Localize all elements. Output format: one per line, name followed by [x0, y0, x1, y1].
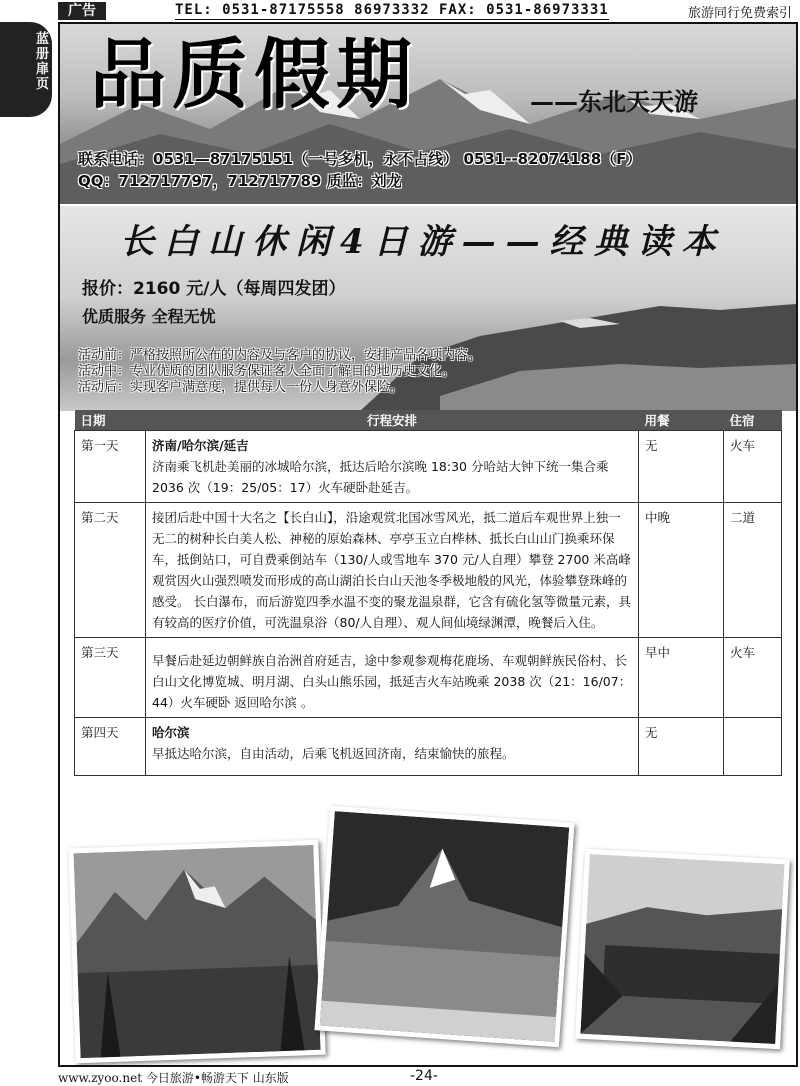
plan-desc: 早抵达哈尔滨，自由活动，后乘飞机返回济南，结束愉快的旅程。 — [152, 746, 515, 761]
top-bar — [0, 0, 800, 22]
table-row — [75, 638, 782, 718]
plan-desc: 早餐后赴延边朝鲜族自治洲首府延吉，途中参观参观梅花鹿场、车观朝鲜族民俗村、长白山文化博览城、明月湖、白头山熊乐园，抵延吉火车站晚乘 2038 次（21：16/07：44）火车硬卧 返回哈尔滨 。 — [152, 653, 632, 710]
contact-phone: 联系电话：0531—87175151（一号多机，永不占线） 0531--82074188（F） — [78, 150, 642, 168]
ad-frame — [58, 22, 798, 1067]
stay-cell: 火车 — [724, 431, 782, 503]
route-title: 济南/哈尔滨/延吉 — [152, 438, 249, 453]
ad-tag: 广告 — [58, 2, 106, 20]
note-before: 活动前：严格按照所公布的内容及与客户的协议，安排产品各项内容。 — [78, 348, 482, 363]
header-stay: 住宿 — [724, 410, 782, 431]
side-tab — [0, 22, 52, 117]
note-during: 活动中：专业优质的团队服务保证客人全面了解目的地历史文化。 — [78, 364, 456, 379]
plan-cell — [146, 503, 639, 638]
stay-cell — [724, 718, 782, 776]
meal-cell: 早中 — [639, 638, 724, 718]
table-row — [75, 503, 782, 638]
day-cell: 第三天 — [75, 638, 146, 718]
tour-title: 长白山休闲4日游——经典读本 — [120, 222, 726, 262]
brand-subtitle: ——东北天天游 — [530, 88, 698, 116]
header-date: 日期 — [75, 410, 146, 431]
itinerary-table — [74, 410, 782, 776]
plan-cell — [146, 718, 639, 776]
tour-service: 优质服务 全程无忧 — [82, 307, 216, 326]
banner — [60, 24, 796, 204]
meal-cell: 无 — [639, 431, 724, 503]
photo-collage — [60, 804, 796, 1064]
table-row — [75, 431, 782, 503]
photo-tianchi — [575, 849, 790, 1049]
photo-matterhorn — [314, 806, 574, 1048]
photo-lake-peaks — [68, 840, 325, 1064]
stay-cell: 二道 — [724, 503, 782, 638]
meal-cell: 中晚 — [639, 503, 724, 638]
day-cell: 第一天 — [75, 431, 146, 503]
header-index-label: 旅游同行免费索引 — [687, 6, 792, 21]
tour-section — [60, 206, 796, 411]
side-tab-label: 蓝册扉页 — [36, 32, 50, 92]
meal-cell: 无 — [639, 718, 724, 776]
stay-cell: 火车 — [724, 638, 782, 718]
note-after: 活动后：实现客户满意度，提供每人一份人身意外保险。 — [78, 380, 404, 395]
header-plan: 行程安排 — [146, 410, 639, 431]
header-contact: TEL: 0531-87175558 86973332 FAX: 0531-86973331 — [175, 2, 609, 18]
itinerary-header-row — [75, 410, 782, 431]
day-cell: 第四天 — [75, 718, 146, 776]
plan-cell — [146, 431, 639, 503]
tour-price: 报价：2160 元/人（每周四发团） — [82, 279, 346, 299]
plan-desc: 接团后赴中国十大名之【长白山】，沿途观赏北国冰雪风光，抵二道后车观世界上独一无二的树种长白美人松、神秘的原始森林、亭亭玉立白桦林、抵长白山山门换乘环保车，抵倒站口，可自费乘倒站车（130/人或雪地车 370 元/人自理）攀登 2700 米高峰观赏因火山强烈喷发而形成的高山湖泊长白山天池冬季极地般的风光，体验攀登珠峰的感受。 长白瀑布，而后游览四季水温不变的聚龙温泉群，它含有硫化氢等微量元素，具有较高的医疗价值，可洗温泉浴（80/人自理）、观人间仙境绿渊潭，晚餐后入住。 — [152, 510, 631, 630]
table-row — [75, 718, 782, 776]
route-title: 哈尔滨 — [152, 725, 190, 740]
header-meal: 用餐 — [639, 410, 724, 431]
footer — [0, 1068, 800, 1086]
plan-cell — [146, 638, 639, 718]
day-cell: 第二天 — [75, 503, 146, 638]
brand-title: 品质假期 — [90, 30, 418, 119]
contact-qq: QQ：712717797，712717789 质监：刘龙 — [78, 172, 402, 190]
footer-site: www.zyoo.net 今日旅游•畅游天下 山东版 — [58, 1071, 289, 1085]
plan-desc: 济南乘飞机赴美丽的冰城哈尔滨，抵达后哈尔滨晚 18:30 分哈站大钟下统一集合乘 2036 次（19：25/05：17）火车硬卧赴延吉。 — [152, 459, 609, 495]
page-number: -24- — [410, 1068, 438, 1084]
